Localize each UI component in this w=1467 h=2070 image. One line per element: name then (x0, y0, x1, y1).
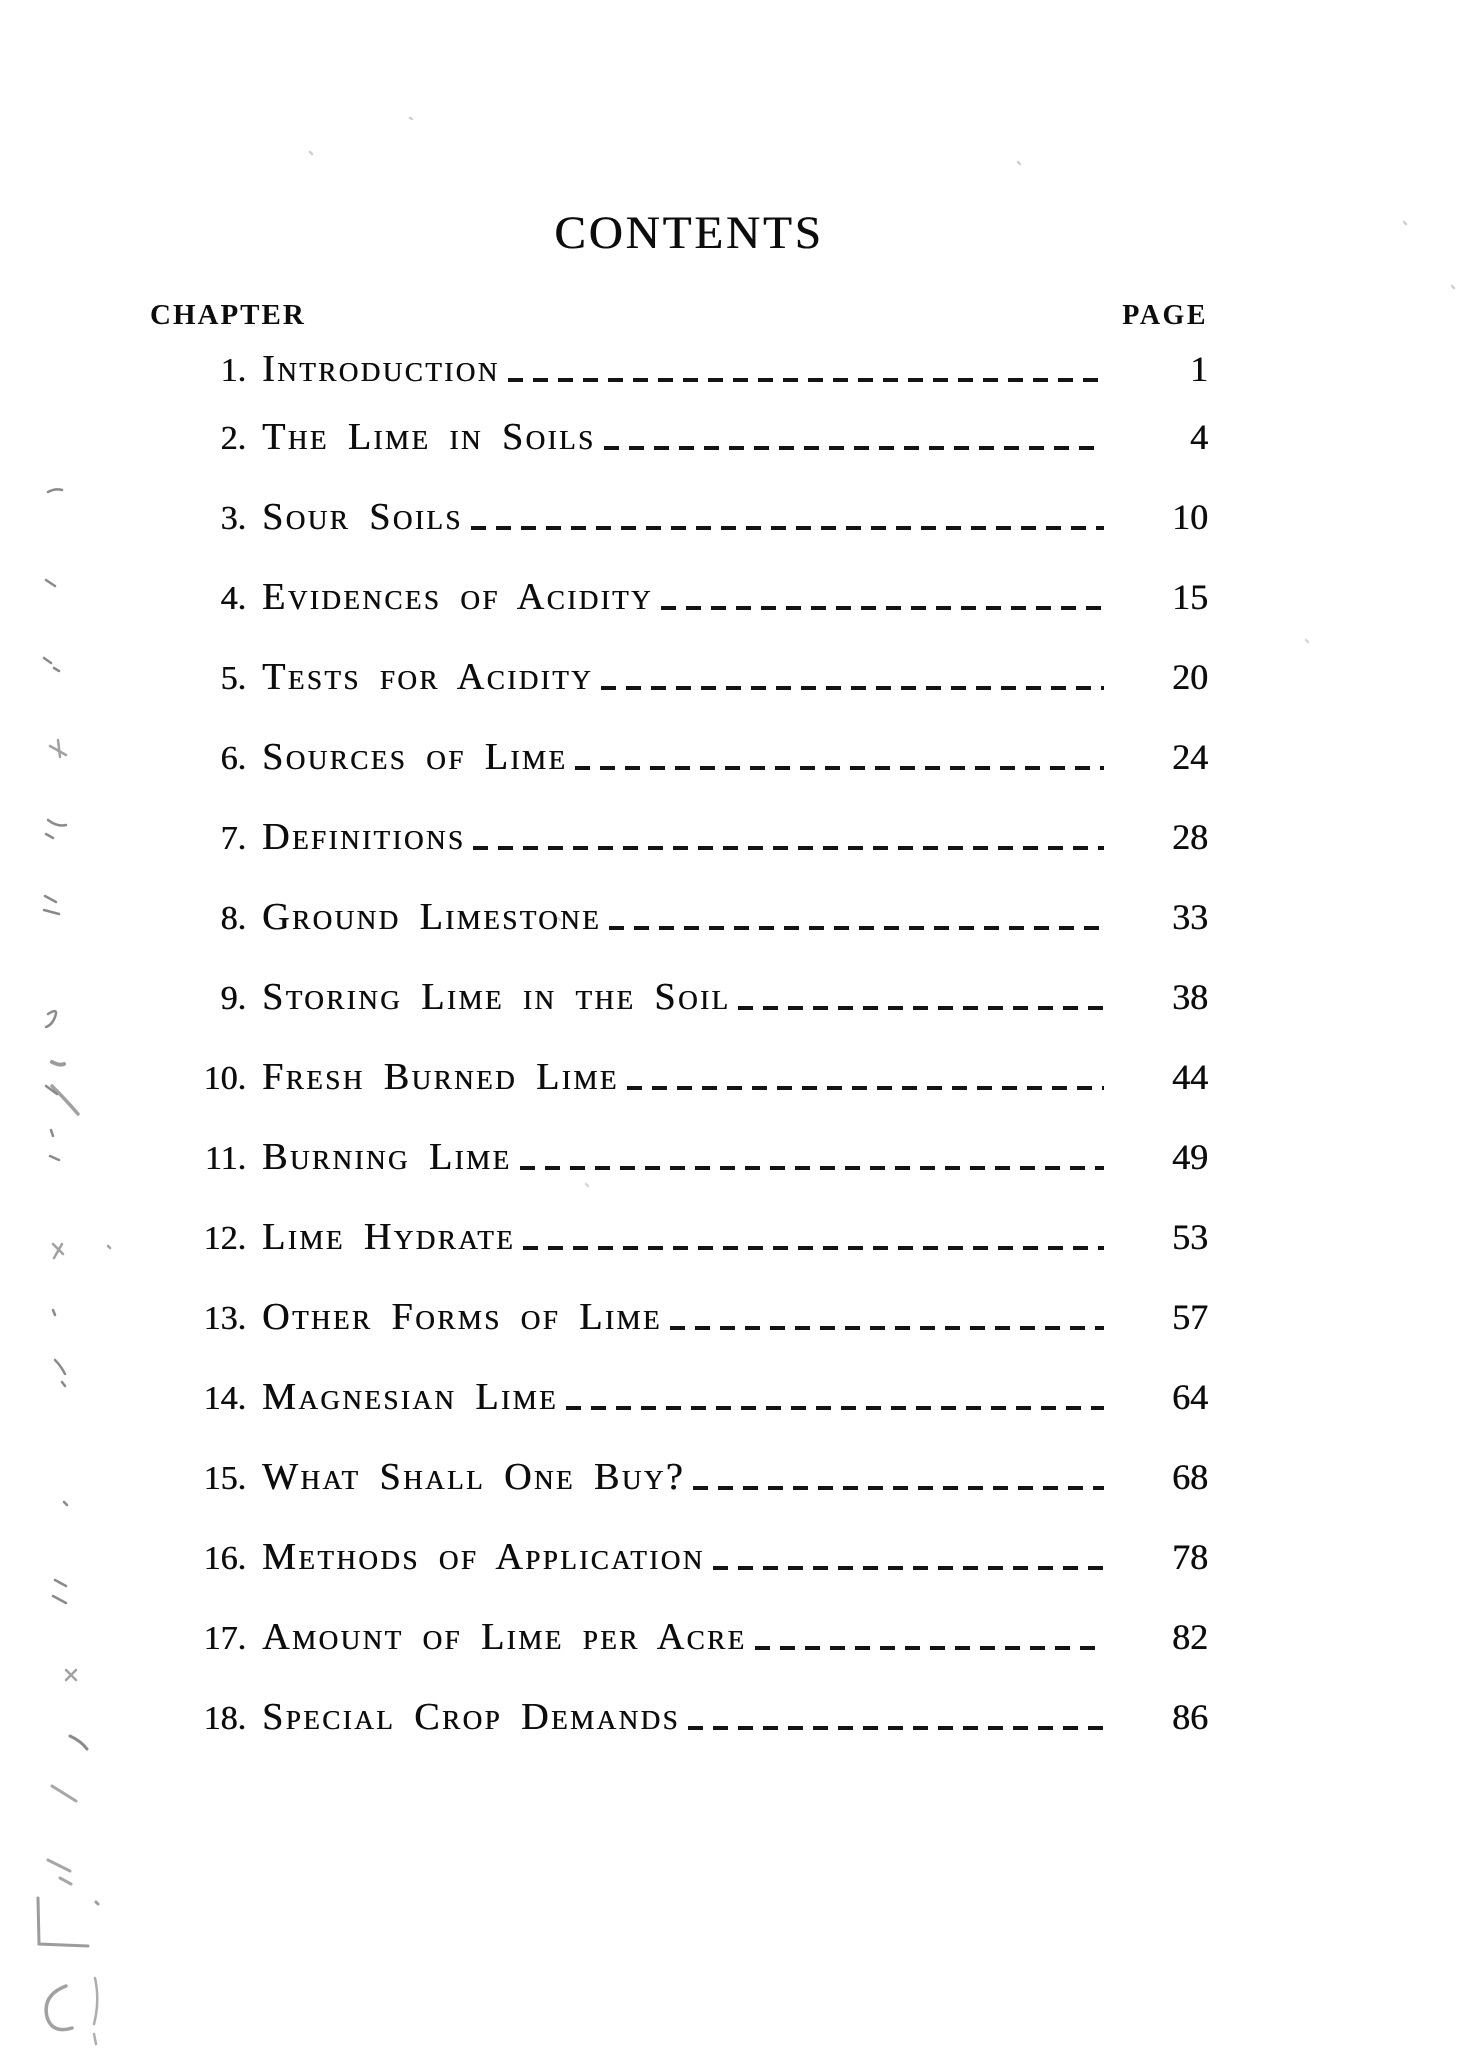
chapter-number: 4. (220, 580, 246, 617)
leader-dashes (738, 1006, 1104, 1010)
chapter-title: Storing Lime in the Soil (262, 976, 731, 1018)
page-number: 1 (1190, 349, 1208, 389)
chapter-title: Lime Hydrate (262, 1216, 516, 1258)
page-number: 15 (1172, 577, 1208, 617)
toc-row (150, 575, 1208, 619)
page-number: 57 (1172, 1297, 1208, 1337)
chapter-number: 15. (203, 1460, 246, 1497)
page-number: 38 (1172, 977, 1208, 1017)
chapter-column-header: CHAPTER (150, 299, 306, 331)
chapter-number: 13. (203, 1300, 246, 1337)
toc-row (150, 1215, 1208, 1259)
toc-row (150, 1135, 1208, 1179)
leader-dashes (688, 1726, 1104, 1730)
page-number: 10 (1172, 497, 1208, 537)
leader-dashes (670, 1326, 1104, 1330)
page-number: 24 (1172, 737, 1208, 777)
chapter-number: 7. (220, 820, 246, 857)
page-number: 86 (1172, 1697, 1208, 1737)
toc-header (150, 299, 1208, 332)
chapter-number: 1. (220, 352, 246, 389)
page-title: CONTENTS (554, 207, 824, 259)
chapter-number: 11. (204, 1140, 246, 1177)
toc-row (150, 347, 1208, 391)
leader-dashes (693, 1486, 1104, 1490)
chapter-number: 3. (220, 500, 246, 537)
chapter-title: Tests for Acidity (262, 656, 594, 698)
toc-row (150, 1455, 1208, 1499)
chapter-number: 18. (203, 1700, 246, 1737)
chapter-number: 14. (203, 1380, 246, 1417)
page-number: 49 (1172, 1137, 1208, 1177)
toc-row (150, 1055, 1208, 1099)
leader-dashes (471, 526, 1104, 530)
chapter-title: Methods of Application (262, 1536, 705, 1578)
toc-row (150, 655, 1208, 699)
chapter-title: Special Crop Demands (262, 1696, 680, 1738)
chapter-number: 16. (203, 1540, 246, 1577)
chapter-title: Introduction (262, 348, 500, 390)
toc-row (150, 1535, 1208, 1579)
page-number: 68 (1172, 1457, 1208, 1497)
toc-row (150, 495, 1208, 539)
page-number: 53 (1172, 1217, 1208, 1257)
leader-dashes (755, 1646, 1104, 1650)
leader-dashes (661, 606, 1104, 610)
chapter-title: The Lime in Soils (262, 416, 596, 458)
page-number: 78 (1172, 1537, 1208, 1577)
leader-dashes (508, 378, 1104, 382)
page-number: 20 (1172, 657, 1208, 697)
chapter-title: Evidences of Acidity (262, 576, 654, 618)
toc-row (150, 415, 1208, 459)
leader-dashes (473, 846, 1104, 850)
chapter-title: Burning Lime (262, 1136, 512, 1178)
toc-row (150, 1695, 1208, 1739)
chapter-number: 10. (203, 1060, 246, 1097)
toc-row (150, 815, 1208, 859)
toc-list (150, 347, 1208, 1775)
page-number: 4 (1190, 417, 1208, 457)
chapter-number: 12. (203, 1220, 246, 1257)
leader-dashes (609, 926, 1104, 930)
leader-dashes (566, 1406, 1104, 1410)
chapter-number: 8. (220, 900, 246, 937)
leader-dashes (575, 766, 1104, 770)
leader-dashes (713, 1566, 1104, 1570)
page-number: 64 (1172, 1377, 1208, 1417)
chapter-title: Definitions (262, 816, 466, 858)
toc-row (150, 735, 1208, 779)
chapter-number: 2. (220, 420, 246, 457)
toc-row (150, 1295, 1208, 1339)
chapter-title: What Shall One Buy? (262, 1456, 686, 1498)
chapter-number: 9. (220, 980, 246, 1017)
chapter-title: Sources of Lime (262, 736, 568, 778)
chapter-title: Ground Limestone (262, 896, 602, 938)
chapter-title: Fresh Burned Lime (262, 1056, 619, 1098)
chapter-title: Other Forms of Lime (262, 1296, 662, 1338)
leader-dashes (523, 1246, 1104, 1250)
chapter-number: 6. (220, 740, 246, 777)
chapter-number: 5. (220, 660, 246, 697)
chapter-number: 17. (203, 1620, 246, 1657)
toc-row (150, 1615, 1208, 1659)
chapter-title: Amount of Lime per Acre (262, 1616, 747, 1658)
page-number: 44 (1172, 1057, 1208, 1097)
leader-dashes (601, 686, 1104, 690)
toc-row (150, 1375, 1208, 1419)
page-number: 33 (1172, 897, 1208, 937)
chapter-title: Magnesian Lime (262, 1376, 558, 1418)
chapter-title: Sour Soils (262, 496, 463, 538)
leader-dashes (520, 1166, 1104, 1170)
toc-row (150, 895, 1208, 939)
toc-row (150, 975, 1208, 1019)
page-number: 82 (1172, 1617, 1208, 1657)
page-number: 28 (1172, 817, 1208, 857)
leader-dashes (627, 1086, 1104, 1090)
page-column-header: PAGE (1122, 300, 1208, 331)
leader-dashes (604, 446, 1104, 450)
